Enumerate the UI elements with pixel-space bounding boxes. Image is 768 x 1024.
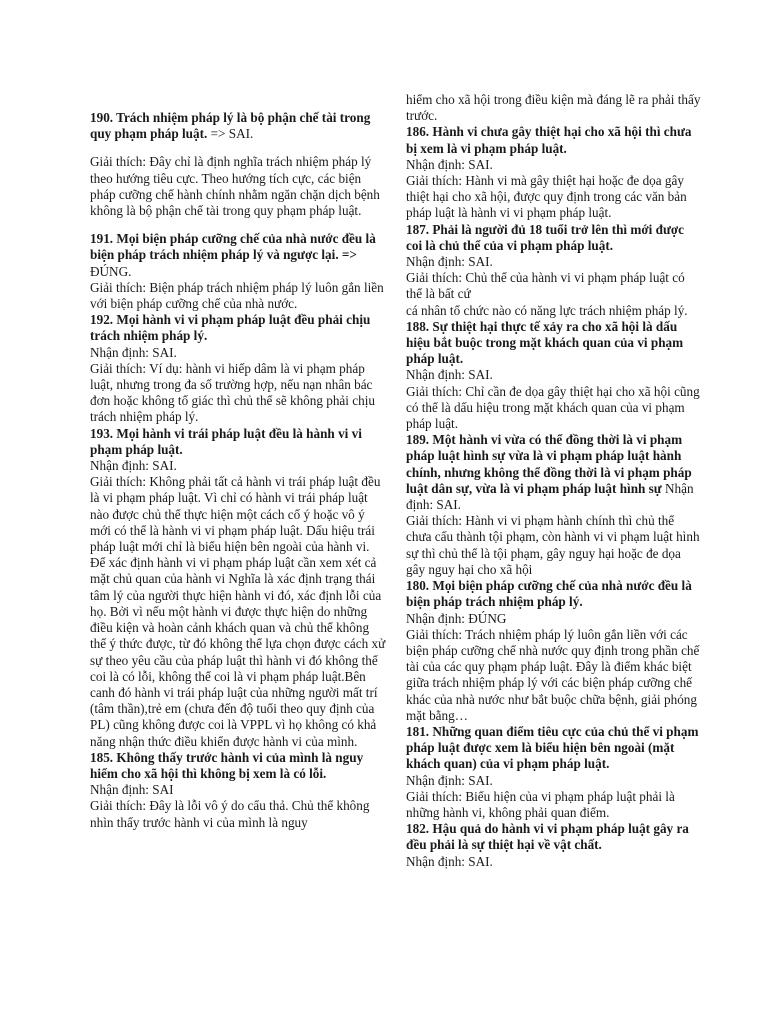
- question-187-explanation-1: Giải thích: Chủ thể của hành vi vi phạm pháp luật có thể là bất cứ: [406, 270, 685, 302]
- question-181-verdict: Nhận định: SAI.: [406, 772, 493, 788]
- question-186-explanation: Giải thích: Hành vi mà gây thiệt hại hoặc đe dọa gây thiệt hại cho xã hội, được quy định trong các văn bản pháp luật là hành vi vi phạm pháp luật.: [406, 173, 687, 221]
- question-187-title: 187. Phải là người đủ 18 tuổi trở lên thì mới được coi là chủ thể của vi phạm pháp luật.: [406, 221, 685, 253]
- question-186-verdict: Nhận định: SAI.: [406, 156, 493, 172]
- spacer: [90, 142, 386, 154]
- question-185-explanation: Giải thích: Đây là lỗi vô ý do cẩu thả. Chủ thể không nhìn thấy trước hành vi của mình là nguy: [90, 798, 370, 830]
- question-188-explanation: Giải thích: Chỉ cần đe dọa gây thiệt hại cho xã hội cũng có thể là dấu hiệu trong mặt khách quan của vi phạm pháp luật.: [406, 383, 700, 432]
- right-column: [406, 92, 702, 870]
- question-180-title: 180. Mọi biện pháp cưỡng chế của nhà nước đều là biện pháp trách nhiệm pháp lý.: [406, 578, 692, 610]
- question-191-title: 191. Mọi biện pháp cưỡng chế của nhà nước đều là biện pháp trách nhiệm pháp lý và ngược lại. =>: [90, 231, 376, 263]
- question-182-verdict: Nhận định: SAI.: [406, 853, 493, 869]
- question-193-verdict: Nhận định: SAI.: [90, 458, 177, 474]
- question-189-explanation: Giải thích: Hành vi vi phạm hành chính thì chủ thể chưa cấu thành tội phạm, còn hành vi vi phạm luật hình sự thì chủ thể là tội phạm, gây nguy hại hoặc đe dọa gây nguy hại cho xã hội: [406, 513, 700, 577]
- question-185-verdict: Nhận định: SAI: [90, 782, 174, 798]
- question-190-explanation: Giải thích: Đây chỉ là định nghĩa trách nhiệm pháp lý theo hướng tiêu cực. Theo hướng tích cực, các biện pháp cưỡng chế hành chính nhằm ngăn chặn dịch bệnh không là bộ phận chế tài trong quy phạm pháp luật.: [90, 154, 380, 219]
- question-185-title: 185. Không thấy trước hành vi của mình là nguy hiểm cho xã hội thì không bị xem là có lỗi.: [90, 749, 364, 781]
- question-192-title: 192. Mọi hành vi vi phạm pháp luật đều phải chịu trách nhiệm pháp lý.: [90, 312, 371, 344]
- question-192-verdict: Nhận định: SAI.: [90, 344, 177, 360]
- question-191-verdict: ĐÚNG.: [90, 263, 132, 279]
- question-186-title: 186. Hành vi chưa gây thiệt hại cho xã hội thì chưa bị xem là vi phạm pháp luật.: [406, 124, 692, 156]
- question-190: [90, 110, 386, 142]
- question-189-verdict: Nhận định: SAI.: [406, 480, 694, 513]
- question-181-title: 181. Những quan điểm tiêu cực của chủ thể vi phạm pháp luật được xem là biểu hiện bên ngoài (mặt khách quan) của vi phạm pháp luật.: [406, 723, 699, 772]
- question-185-continuation: hiểm cho xã hội trong điều kiện mà đáng lẽ ra phải thấy trước.: [406, 92, 701, 124]
- question-188-verdict: Nhận định: SAI.: [406, 367, 493, 383]
- question-191: [90, 231, 386, 280]
- question-193-title: 193. Mọi hành vi trái pháp luật đều là hành vi vi phạm pháp luật.: [90, 425, 362, 457]
- question-189: [406, 432, 702, 513]
- question-181-explanation: Giải thích: Biểu hiện của vi phạm pháp luật phải là những hành vi, không phải quan điểm.: [406, 788, 675, 820]
- question-190-title: 190. Trách nhiệm pháp lý là bộ phận chế tài trong quy phạm pháp luật.: [90, 110, 371, 142]
- question-189-title: 189. Một hành vi vừa có thể đồng thời là vi phạm pháp luật hình sự vừa là vi phạm pháp luật hành chính, nhưng không thể đồng thời là vi phạm pháp luật dân sự, vừa là vi phạm pháp luật hình sự: [406, 432, 692, 496]
- question-187-verdict: Nhận định: SAI.: [406, 254, 493, 270]
- question-190-verdict: => SAI.: [207, 126, 254, 142]
- question-182-title: 182. Hậu quả do hành vi vi phạm pháp luật gây ra đều phải là sự thiệt hại về vật chất.: [406, 821, 689, 853]
- question-188-title: 188. Sự thiệt hại thực tế xảy ra cho xã hội là dấu hiệu bắt buộc trong mặt khách quan của vi phạm pháp luật.: [406, 318, 684, 367]
- spacer: [90, 219, 386, 231]
- question-191-explanation: Giải thích: Biện pháp trách nhiệm pháp lý luôn gắn liền với biện pháp cưỡng chế của nhà nước.: [90, 279, 384, 312]
- question-187-explanation-2: cá nhân tổ chức nào có năng lực trách nhiệm pháp lý.: [406, 302, 688, 318]
- question-180-verdict: Nhận định: ĐÚNG: [406, 610, 507, 626]
- question-192-explanation: Giải thích: Ví dụ: hành vi hiếp dâm là vi phạm pháp luật, nhưng trong đa số trường hợp, nếu nạn nhân bác đơn hoặc không tố giác thì chủ thể sẽ không phải chịu trách nhiệm pháp lý.: [90, 360, 375, 425]
- question-193-explanation: Giải thích: Không phải tất cả hành vi trái pháp luật đều là vi phạm pháp luật. Vì chỉ có hành vi trái pháp luật nào được chủ thể thực hiện một cách cố ý hoặc vô ý mới có thể là hành vi vi phạm pháp luật. Dấu hiệu trái pháp luật mới chỉ là biểu hiện bên ngoài của hành vi. Để xác định hành vi vi phạm pháp luật cần xem xét cả mặt chủ quan của hành vi Nghĩa là xác định trạng thái tâm lý của người thực hiện hành vi đó, xác định lỗi của họ. Bởi vì nếu một hành vi được thực hiện do những điều kiện và hoàn cảnh khách quan và chủ thể không thể ý thức được, từ đó không thể lựa chọn được cách xử sự theo yêu cầu của pháp luật thì hành vi đó không thể coi là có lỗi, không thể coi là vi phạm pháp luật.Bên canh đó hành vi trái pháp luật của những người mất trí (tâm thần),trẻ em (chưa đến độ tuổi theo quy định của PL) cũng không được coi là VPPL vì họ không có khả năng nhận thức điều khiển được hành vi của mình.: [90, 474, 386, 749]
- question-180-explanation: Giải thích: Trách nhiệm pháp lý luôn gắn liền với các biện pháp cưỡng chế nhà nước quy định trong phần chế tài của các quy phạm pháp luật. Đây là điểm khác biệt giữa trách nhiệm pháp lý với các biện pháp cưỡng chế khác của nhà nước như bắt buộc chữa bệnh, giải phóng mặt bằng…: [406, 626, 700, 723]
